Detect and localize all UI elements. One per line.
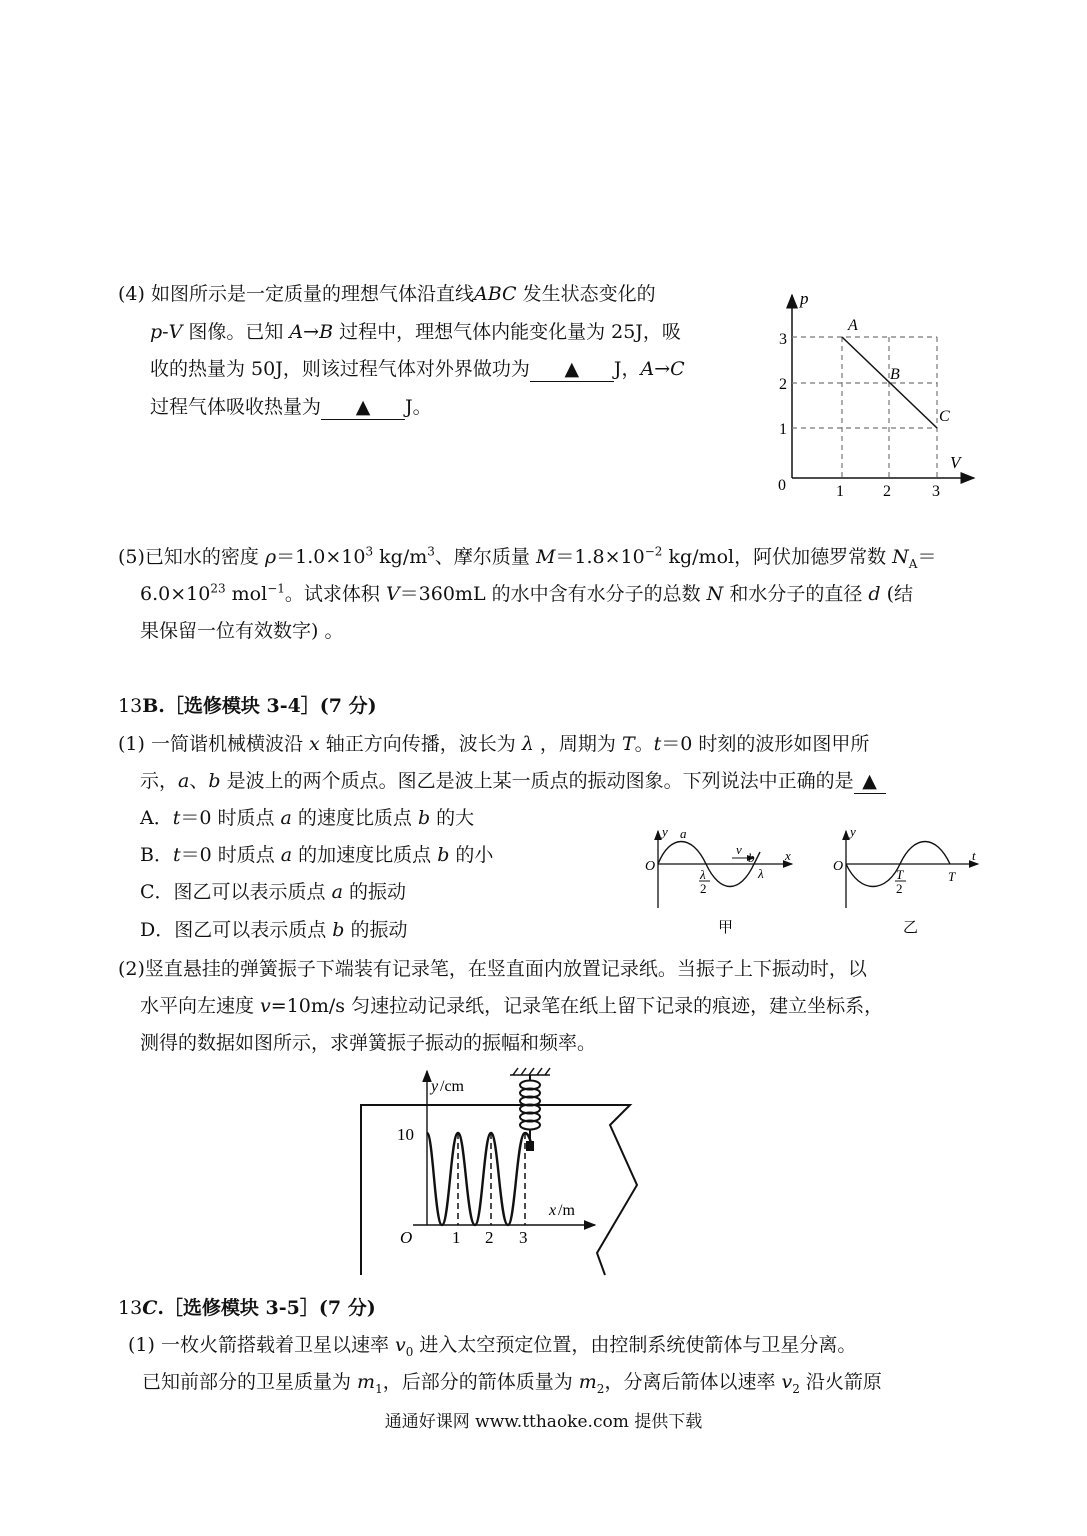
figure-jia-waveform [640, 826, 800, 938]
pv-ytick-3: 3 [779, 331, 787, 348]
section-13c-heading: 13C.［选修模块 3-5］(7 分) [118, 1297, 376, 1319]
jia-point-b: b [748, 850, 755, 865]
q5-line-2: $6.0\times 10^{23}$ mol$^{-1}$。试求体积 V＝360mL 的水中含有水分子的总数 N 和水分子的直径 d (结 [140, 581, 913, 605]
spring-coil [520, 1075, 540, 1141]
c1-line-2: 已知前部分的卫星质量为 $m_1$，后部分的箭体质量为 $m_2$，分离后箭体以速率 $v_2$ 沿火箭原 [142, 1371, 882, 1396]
spring-ytick-10: 10 [397, 1125, 414, 1144]
yi-t-over-2: T [896, 867, 904, 882]
option-d: D．图乙可以表示质点 b 的振动 [140, 919, 408, 941]
jia-lambda-over-2: λ [700, 867, 706, 882]
spring-xtick-3: 3 [519, 1228, 528, 1247]
spring-pen [526, 1141, 534, 1151]
pv-ytick-1: 1 [779, 421, 787, 438]
q2-line-3: 测得的数据如图所示，求弹簧振子振动的振幅和频率。 [140, 1032, 597, 1054]
jia-caption: 甲 [718, 920, 734, 936]
pv-xtick-1: 1 [836, 483, 844, 500]
q1-line-2: 示，a、b 是波上的两个质点。图乙是波上某一质点的振动图象。下列说法中正确的是 ▲ [140, 769, 886, 794]
q1-line-1: (1) 一简谐机械横波沿 x 轴正方向传播，波长为 λ ，周期为 T。t＝0 时刻的波形如图甲所 [118, 733, 870, 755]
answer-blank[interactable]: ▲ [321, 395, 405, 420]
option-a: A．t＝0 时质点 a 的速度比质点 b 的大 [140, 807, 475, 829]
figure-yi-vibration [828, 826, 983, 938]
spring-support [510, 1068, 550, 1075]
yi-origin: O [833, 859, 844, 874]
yi-period: T [948, 869, 956, 884]
option-c: C．图乙可以表示质点 a 的振动 [140, 881, 406, 903]
jia-x-label: x [785, 848, 791, 863]
spring-x-label: x [549, 1202, 557, 1219]
q2-line-1: (2)竖直悬挂的弹簧振子下端装有记录笔，在竖直面内放置记录纸。当振子上下振动时，以 [118, 958, 867, 980]
answer-blank[interactable]: ▲ [854, 769, 886, 794]
c1-line-1: (1) 一枚火箭搭载着卫星以速率 $v_0$ 进入太空预定位置，由控制系统使箭体与卫星分离。 [128, 1334, 857, 1359]
pv-origin: 0 [778, 477, 786, 494]
spring-trace [427, 1133, 533, 1225]
pv-point-b: B [890, 366, 900, 383]
jia-fraction-denominator: 2 [700, 881, 707, 896]
spring-x-unit: /m [558, 1202, 575, 1219]
spring-origin: O [400, 1228, 413, 1247]
pv-x-label: V [950, 453, 961, 472]
spring-y-unit: /cm [440, 1078, 464, 1095]
pv-point-c: C [939, 408, 950, 425]
yi-y-label: y [850, 826, 856, 839]
spring-xtick-1: 1 [452, 1228, 461, 1247]
yi-caption: 乙 [903, 920, 919, 936]
spring-recording-figure [355, 1065, 645, 1277]
pv-y-label: p [800, 290, 809, 308]
q4-line-2: p-V 图像。已知 A→B 过程中，理想气体内能变化量为 25J，吸 [150, 321, 681, 343]
pv-point-a: A [848, 317, 858, 334]
spring-xtick-2: 2 [485, 1228, 494, 1247]
section-13b-heading: 13B.［选修模块 3-4］(7 分) [118, 695, 377, 717]
answer-blank[interactable]: ▲ [530, 357, 614, 382]
q5-line-1: (5)已知水的密度 $\rho=1.0\times 10^3$ $kg/m^3$、摩尔质量 $M=1.8\times 10^{-2}$ kg/mol，阿伏加德罗常数 $N_A=$ [118, 544, 937, 571]
option-b: B．t＝0 时质点 a 的加速度比质点 b 的小 [140, 844, 494, 866]
q4-line-3: 收的热量为 50J，则该过程气体对外界做功为 ▲ J，A→C [150, 358, 685, 380]
pv-xtick-2: 2 [883, 483, 891, 500]
q5-line-3: 果保留一位有效数字) 。 [140, 620, 344, 642]
pv-ytick-2: 2 [779, 376, 787, 393]
q4-line-1: (4) 如图所示是一定质量的理想气体沿直线ABC 发生状态变化的 [118, 283, 656, 305]
q2-line-2: 水平向左速度 v=10m/s 匀速拉动记录纸，记录笔在纸上留下记录的痕迹，建立坐标系， [140, 995, 884, 1017]
q4-line-4: 过程气体吸收热量为 ▲ J。 [150, 396, 432, 418]
jia-point-a: a [680, 826, 687, 841]
yi-t-label: t [972, 848, 976, 863]
spring-y-label: y [431, 1078, 439, 1095]
pv-diagram [772, 290, 982, 505]
jia-lambda: λ [758, 866, 764, 881]
page-footer: 通通好课网 www.tthaoke.com 提供下载 [384, 1412, 703, 1432]
pv-xtick-3: 3 [932, 483, 940, 500]
yi-fraction-denominator: 2 [896, 881, 903, 896]
jia-velocity-label: v [736, 842, 742, 857]
jia-origin: O [645, 859, 656, 874]
jia-y-label: y [662, 826, 668, 839]
